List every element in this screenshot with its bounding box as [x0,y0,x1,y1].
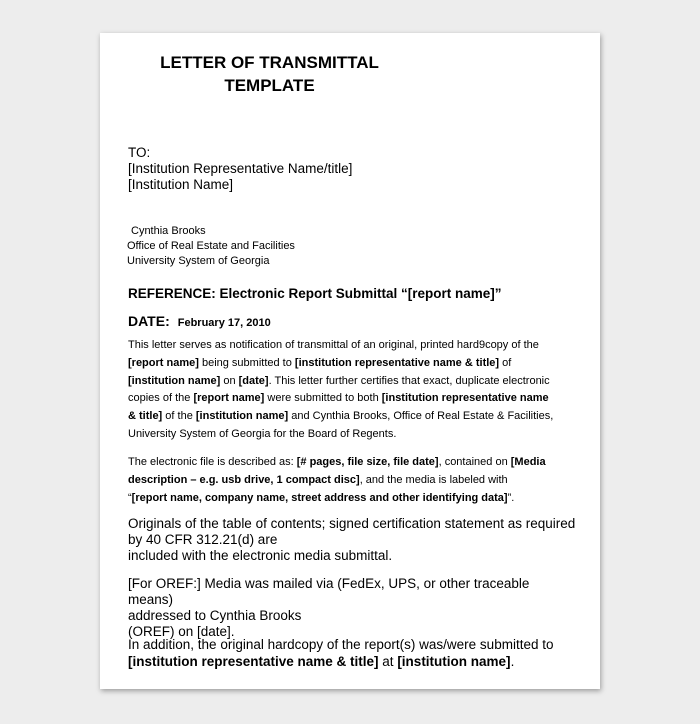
date-label: DATE: [128,313,170,329]
p1-rep-name: [institution representative name [381,392,549,405]
p1-line-6 [128,426,570,444]
p1-rep-title: & title] [128,410,163,423]
date-line [128,312,271,332]
p1-date: [date] [238,374,269,387]
p5-rep-name-title: [institution representative name & title] [128,654,379,669]
p1-text: were submitted to both [264,392,382,405]
paragraph-electronic-file [128,453,570,508]
p1-line-2 [128,355,570,373]
p2-text: ”. [507,492,515,505]
p1-text: and Cynthia Brooks, Office of Real Estate & Facilities, [288,410,554,423]
p1-line-4 [128,390,570,408]
paragraph-hardcopy [128,636,578,670]
p2-text: , contained on [438,456,511,468]
p1-text: University System of Georgia for the Board of Regents. [128,427,397,440]
paragraph-notification [128,337,570,444]
p1-text: on [220,374,239,387]
p1-text: of [499,356,512,369]
p1-text: This letter serves as notification of transmittal of an original, printed hard9copy of the [128,339,539,351]
p2-media-description: description – e.g. usb drive, 1 compact disc] [128,474,360,487]
p2-line-3 [128,489,570,507]
p1-line-1 [128,337,570,355]
p2-line-1 [128,453,570,471]
p2-text: “ [128,492,132,505]
sender-block [127,224,295,269]
document-page [100,33,600,689]
p1-text: copies of the [128,392,194,405]
document-title [146,51,393,97]
p2-media: [Media [510,456,546,468]
recipient-name-title: [Institution Representative Name/title] [128,161,353,176]
paragraph-oref-mailing [128,576,578,640]
p3-line-1: Originals of the table of contents; signed certification statement as required [128,516,576,531]
p2-text: , and the media is labeled with [359,474,508,487]
p3-line-3: included with the electronic media submittal. [128,548,393,563]
p5-institution-name: [institution name] [397,654,511,669]
p1-text: being submitted to [198,356,295,369]
sender-office: Office of Real Estate and Facilities [127,240,295,252]
p2-label-details: [report name, company name, street address and other identifying data] [131,492,508,505]
p2-file-details: [# pages, file size, file date] [296,456,439,468]
recipient-block [128,145,352,193]
reference-line: REFERENCE: Electronic Report Submittal “[report name]” [128,286,502,301]
sender-name: Cynthia Brooks [131,225,206,237]
to-label: TO: [128,145,151,160]
p1-institution-name: [institution name] [128,374,221,387]
recipient-institution: [Institution Name] [128,177,234,192]
paragraph-originals [128,516,578,564]
title-line-1: LETTER OF TRANSMITTAL [160,53,379,72]
p5-line-2 [128,653,578,670]
p3-line-2: by 40 CFR 312.21(d) are [128,532,278,547]
sender-organization: University System of Georgia [127,255,270,267]
p1-report-name: [report name] [128,356,199,369]
p5-line-1: In addition, the original hardcopy of the report(s) was/were submitted to [128,637,554,652]
p4-line-1: [For OREF:] Media was mailed via (FedEx, UPS, or other traceable means) [128,576,530,607]
p1-institution-name: [institution name] [195,410,289,423]
p2-text: The electronic file is described as: [128,456,297,468]
title-line-2: TEMPLATE [224,76,315,95]
p4-line-3: (OREF) on [date]. [128,624,235,639]
p1-text: . This letter further certifies that exact, duplicate electronic [268,374,550,387]
p1-line-5 [128,408,570,426]
date-value: February 17, 2010 [177,317,271,329]
p1-rep-name-title: [institution representative name & title] [294,356,500,369]
p5-text: at [378,654,398,669]
p1-line-3 [128,373,570,391]
p1-report-name: [report name] [193,392,265,405]
p5-text: . [510,654,515,669]
p4-line-2: addressed to Cynthia Brooks [128,608,302,623]
p2-line-2 [128,471,570,489]
p1-text: of the [162,410,196,423]
